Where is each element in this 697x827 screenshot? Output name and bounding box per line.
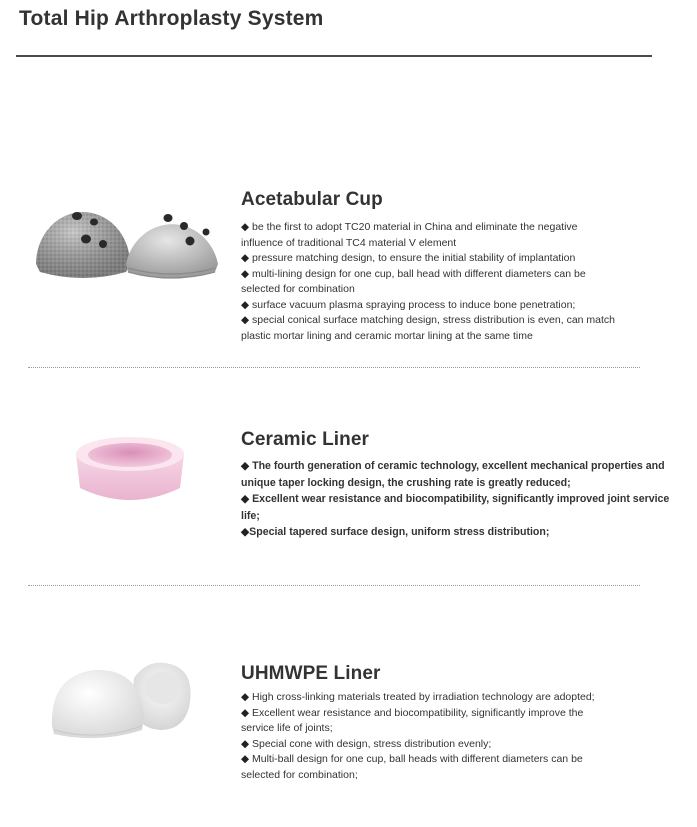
page-title: Total Hip Arthroplasty System — [19, 7, 324, 30]
feature-item: ◆ Excellent wear resistance and biocompatibility, significantly improved joint service life; — [241, 493, 670, 522]
feature-item: ◆ surface vacuum plasma spraying process to induce bone penetration; — [241, 298, 576, 311]
bullet-icon: ◆ — [241, 267, 250, 280]
feature-item: ◆ Multi-ball design for one cup, ball heads with different diameters can be selected for combination; — [241, 753, 583, 781]
product-title: UHMWPE Liner — [241, 663, 381, 684]
bullet-icon: ◆ — [241, 493, 250, 505]
section-divider — [28, 585, 640, 586]
bullet-icon: ◆ — [241, 298, 250, 311]
bullet-icon: ◆ — [241, 691, 250, 703]
feature-list — [241, 220, 621, 344]
feature-item: ◆ multi-lining design for one cup, ball head with different diameters can be selected for combination — [241, 267, 586, 295]
feature-list — [241, 458, 681, 541]
title-rule — [16, 55, 652, 57]
feature-item: ◆Special tapered surface design, uniform stress distribution; — [241, 526, 550, 538]
bullet-icon: ◆ — [241, 753, 250, 765]
bullet-icon: ◆ — [241, 737, 250, 750]
feature-item: ◆ Excellent wear resistance and biocompatibility, significantly improve the service life of joints; — [241, 706, 584, 734]
feature-list — [241, 690, 641, 783]
feature-item: ◆ pressure matching design, to ensure the initial stability of implantation — [241, 252, 576, 264]
product-title: Acetabular Cup — [241, 189, 383, 210]
feature-item: ◆ The fourth generation of ceramic technology, excellent mechanical properties and unique taper locking design, the crushing rate is greatly reduced; — [241, 460, 665, 489]
section-divider — [28, 367, 640, 368]
bullet-icon: ◆ — [241, 252, 250, 264]
ceramic-liner-image — [70, 428, 190, 512]
uhmwpe-liner-image — [48, 656, 198, 744]
bullet-icon: ◆ — [241, 460, 250, 472]
bullet-icon: ◆ — [241, 526, 250, 538]
feature-item: ◆ Special cone with design, stress distribution evenly; — [241, 737, 492, 750]
feature-item: ◆ special conical surface matching design, stress distribution is even, can match plastic mortar lining and ceramic mortar lining at the same time — [241, 314, 616, 342]
acetabular-cup-image — [30, 198, 220, 288]
feature-item: ◆ be the first to adopt TC20 material in China and eliminate the negative influence of traditional TC4 material V element — [241, 221, 578, 249]
product-title: Ceramic Liner — [241, 429, 370, 450]
bullet-icon: ◆ — [241, 221, 250, 233]
bullet-icon: ◆ — [241, 706, 250, 719]
bullet-icon: ◆ — [241, 314, 250, 326]
feature-item: ◆ High cross-linking materials treated by irradiation technology are adopted; — [241, 691, 595, 703]
